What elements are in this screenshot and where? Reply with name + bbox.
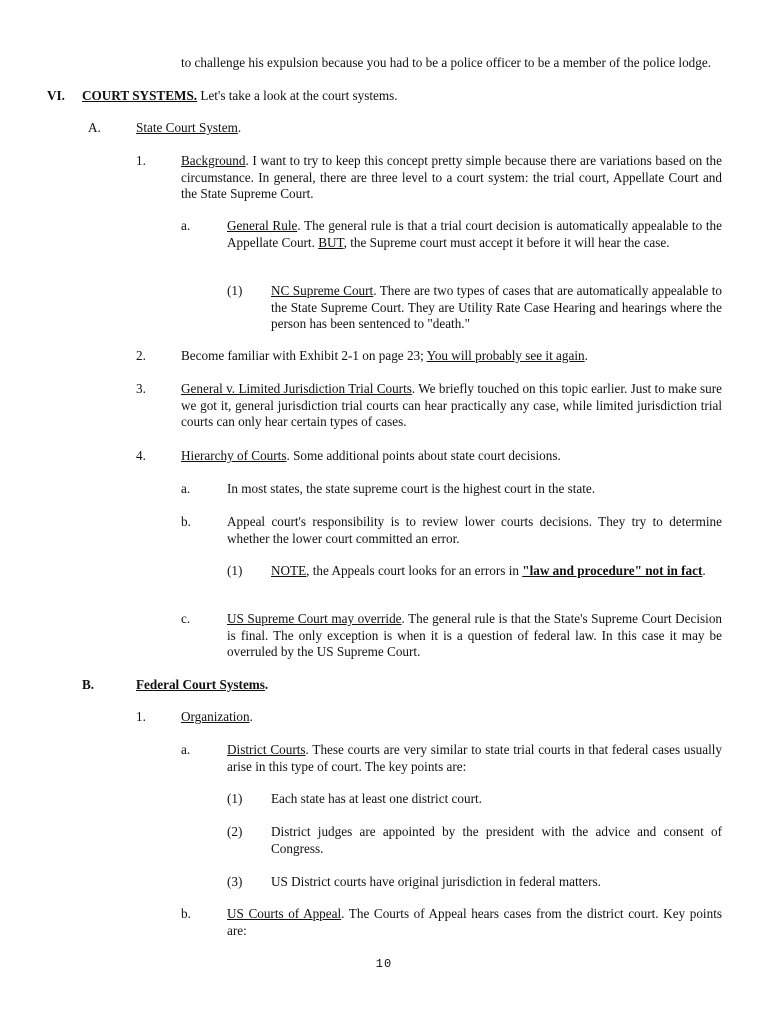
section-vi-heading bbox=[82, 88, 722, 105]
item-a4c-title: US Supreme Court may override bbox=[227, 611, 402, 626]
item-b1b-number: b. bbox=[181, 906, 191, 921]
item-a3-number: 3. bbox=[136, 381, 146, 396]
section-a-title: State Court System bbox=[136, 120, 238, 135]
section-b-rest: . bbox=[264, 677, 269, 692]
item-b1b-text: . The Courts of Appeal hears cases from the district court. Key points are: bbox=[227, 906, 722, 938]
item-a3-paragraph bbox=[181, 381, 722, 431]
item-a1a-text2: , the Supreme court must accept it before it will hear the case. bbox=[343, 234, 670, 250]
item-a4b1-bold: "law and procedure" not in fact bbox=[522, 563, 703, 578]
item-a2-paragraph bbox=[181, 348, 722, 365]
item-b1b-title: US Courts of Appeal bbox=[227, 906, 342, 921]
item-a2-text: Become familiar with Exhibit 2-1 on page 23; bbox=[181, 348, 427, 363]
item-a1a1-title: NC Supreme Court bbox=[271, 283, 374, 298]
item-a4b1-text: , the Appeals court looks for an errors in bbox=[306, 563, 523, 578]
item-b1a-title: District Courts bbox=[227, 742, 306, 757]
item-b1-rest: . bbox=[249, 709, 253, 724]
section-b-number: B. bbox=[82, 677, 95, 692]
item-a4-title: Hierarchy of Courts bbox=[181, 448, 287, 463]
item-a4-number: 4. bbox=[136, 448, 146, 463]
item-b1a2-text: District judges are appointed by the president with the advice and consent of Congress. bbox=[271, 824, 722, 856]
item-a1a1-text: . There are two types of cases that are automatically appealable to the State Supreme Court. They are Utility Rate Case Hearing and hearings where the person has been sentenced to "death." bbox=[271, 283, 722, 331]
item-a4c-number: c. bbox=[181, 611, 191, 626]
section-b-title: Federal Court Systems bbox=[136, 677, 265, 692]
item-a4c-paragraph bbox=[227, 611, 722, 661]
section-a-rest: . bbox=[237, 120, 242, 135]
item-a4b-text: Appeal court's responsibility is to review lower courts decisions. They try to determine whether the lower court committed an error. bbox=[227, 514, 722, 546]
item-a1a-text1: . The general rule is that a trial court decision is automatically appealable to the Appellate Court. bbox=[227, 218, 722, 250]
page-number: 10 bbox=[375, 957, 393, 971]
item-a4-paragraph bbox=[181, 448, 722, 465]
section-a-heading bbox=[136, 120, 722, 137]
item-b1a2-number: (2) bbox=[227, 824, 243, 839]
item-a1a1-paragraph bbox=[271, 283, 722, 333]
item-a1a-title: General Rule bbox=[227, 218, 298, 233]
item-a1-number: 1. bbox=[136, 153, 146, 168]
item-a3-title: General v. Limited Jurisdiction Trial Courts bbox=[181, 381, 412, 396]
item-b1a-text: . These courts are very similar to state trial courts in that federal cases usually arise in this type of court. The key points are: bbox=[227, 742, 722, 774]
item-a4a-text: In most states, the state supreme court is the highest court in the state. bbox=[227, 481, 596, 496]
section-vi-title: COURT SYSTEMS. bbox=[82, 88, 198, 103]
item-b1-number: 1. bbox=[136, 709, 146, 724]
item-a2-underlined: You will probably see it again bbox=[426, 348, 585, 363]
item-a1-title: Background bbox=[181, 153, 246, 168]
section-b-heading bbox=[136, 677, 722, 694]
item-a1-text: . I want to try to keep this concept pretty simple because there are variations based on the circumstance. In general, there are three level to a court system: the trial court, Appellate Court and the State Supreme Court. bbox=[181, 153, 722, 201]
item-b1-heading bbox=[181, 709, 722, 726]
item-a1a-but: BUT bbox=[318, 234, 344, 250]
item-a4c-text: . The general rule is that the State's Supreme Court Decision is final. The only exception is when it is a question of federal law. In this case it may be overruled by the US Supreme Court. bbox=[227, 611, 723, 659]
item-b1-title: Organization bbox=[181, 709, 250, 724]
item-a1a-paragraph bbox=[227, 218, 722, 251]
item-a4b-number: b. bbox=[181, 514, 191, 529]
carryover-paragraph: to challenge his expulsion because you had to be a police officer to be a member of the police lodge. bbox=[181, 55, 712, 70]
item-a2-end: . bbox=[584, 348, 588, 363]
item-a1a-number: a. bbox=[181, 218, 191, 233]
item-b1b-paragraph bbox=[227, 906, 722, 939]
item-b1a3-text: US District courts have original jurisdiction in federal matters. bbox=[271, 874, 601, 889]
item-b1a-number: a. bbox=[181, 742, 191, 757]
item-b1a-paragraph bbox=[227, 742, 722, 775]
item-b1a1-number: (1) bbox=[227, 791, 243, 806]
section-vi-number: VI. bbox=[47, 88, 65, 103]
item-a3-text: . We briefly touched on this topic earlier. Just to make sure we got it, general jurisdiction trial courts can hear practically any case, while limited jurisdiction trial courts can only hear certain types of cases. bbox=[181, 381, 723, 429]
item-a4a-number: a. bbox=[181, 481, 191, 496]
item-a4b1-note: NOTE bbox=[271, 563, 307, 578]
item-a1-paragraph bbox=[181, 153, 722, 203]
item-a4-text: . Some additional points about state court decisions. bbox=[286, 448, 561, 463]
item-b1a1-text: Each state has at least one district court. bbox=[271, 791, 482, 806]
item-a4b1-paragraph bbox=[271, 563, 722, 580]
section-a-number: A. bbox=[88, 120, 101, 135]
item-a1a1-number: (1) bbox=[227, 283, 243, 298]
item-a4b1-end: . bbox=[702, 563, 706, 578]
item-a2-number: 2. bbox=[136, 348, 146, 363]
item-b1a3-number: (3) bbox=[227, 874, 243, 889]
item-a4b1-number: (1) bbox=[227, 563, 243, 578]
section-vi-text: Let's take a look at the court systems. bbox=[197, 88, 398, 103]
